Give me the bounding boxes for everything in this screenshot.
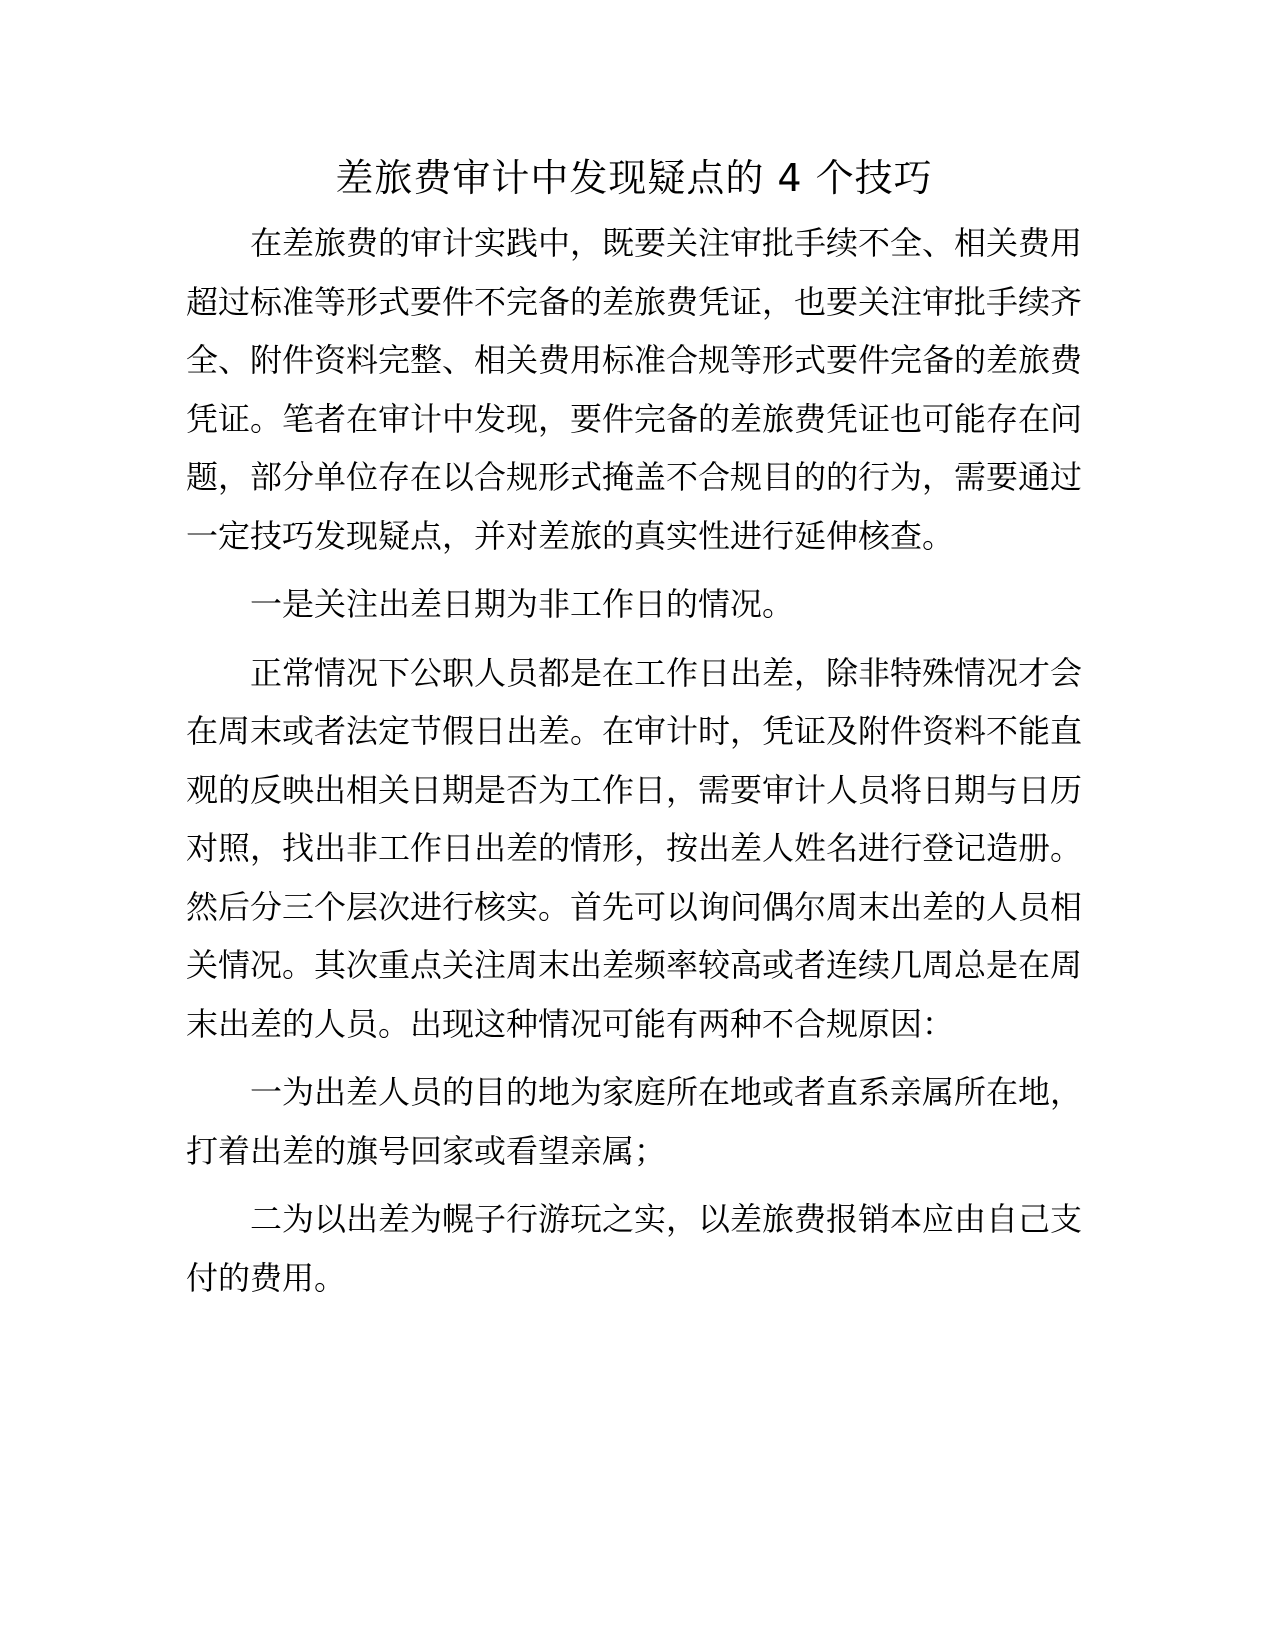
paragraph-reason-one: 一为出差人员的目的地为家庭所在地或者直系亲属所在地，打着出差的旗号回家或看望亲属；: [186, 1073, 1083, 1170]
document-title: 差旅费审计中发现疑点的 4 个技巧: [335, 156, 933, 200]
paragraph-tip-one-body: 正常情况下公职人员都是在工作日出差，除非特殊情况才会在周末或者法定节假日出差。在审计时，凭证及附件资料不能直观的反映出相关日期是否为工作日，需要审计人员将日期与日历对照，找出非工作日出差的情形，按出差人姓名进行登记造册。然后分三个层次进行核实。首先可以询问偶尔周末出差的人员相关情况。其次重点关注周末出差频率较高或者连续几周总是在周末出差的人员。出现这种情况可能有两种不合规原因：: [186, 653, 1083, 1043]
paragraph-reason-two: 二为以出差为幌子行游玩之实，以差旅费报销本应由自己支付的费用。: [186, 1200, 1083, 1297]
document-body: [186, 150, 1082, 1317]
paragraph-intro: 在差旅费的审计实践中，既要关注审批手续不全、相关费用超过标准等形式要件不完备的差旅费凭证，也要关注审批手续齐全、附件资料完整、相关费用标准合规等形式要件完备的差旅费凭证。笔者在审计中发现，要件完备的差旅费凭证也可能存在问题，部分单位存在以合规形式掩盖不合规目的的行为，需要通过一定技巧发现疑点，并对差旅的真实性进行延伸核查。: [186, 224, 1083, 555]
paragraph-tip-one-heading: 一是关注出差日期为非工作日的情况。: [250, 585, 795, 623]
